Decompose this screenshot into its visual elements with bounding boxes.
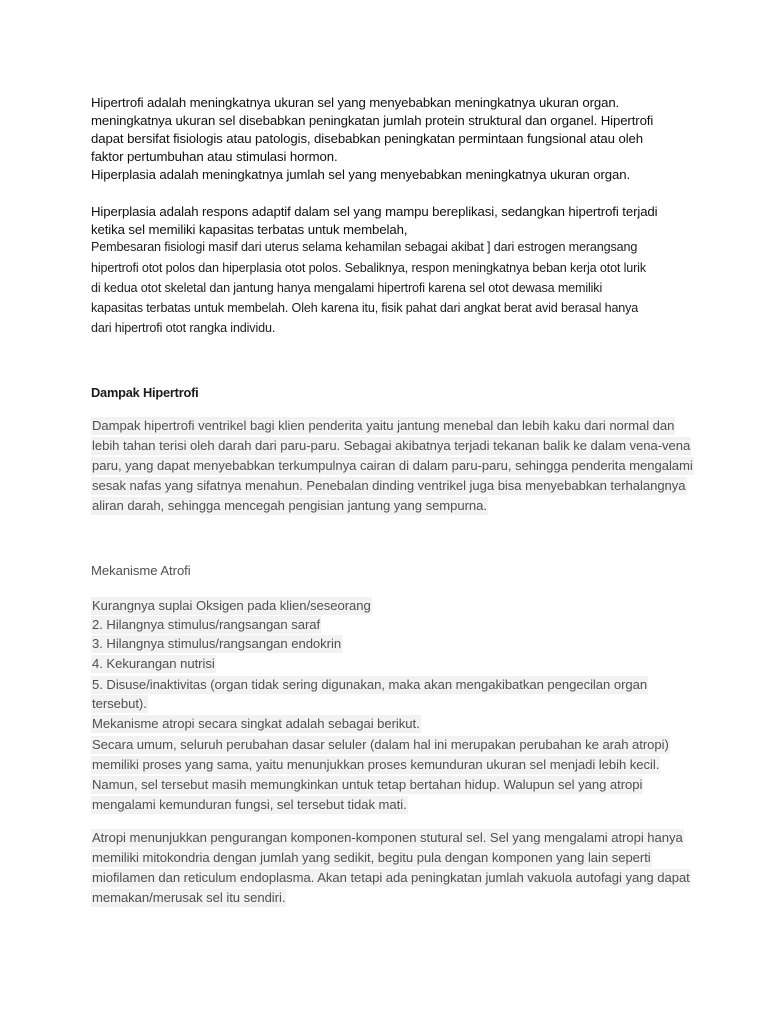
text-line: Hipertrofi adalah meningkatnya ukuran sel yang menyebabkan meningkatnya ukuran organ. bbox=[91, 95, 620, 110]
text-line: memakan/merusak sel itu sendiri. bbox=[92, 890, 286, 905]
text-line: faktor pertumbuhan atau stimulasi hormon. bbox=[91, 149, 338, 164]
text-line: miofilamen dan reticulum endoplasma. Akan tetapi ada peningkatan jumlah vakuola autofagi yang dapat bbox=[92, 870, 690, 885]
text-line: Pembesaran fisiologi masif dari uterus selama kehamilan sebagai akibat ] dari estrogen merangsang bbox=[91, 240, 638, 254]
section-heading: Dampak Hipertrofi bbox=[91, 385, 199, 400]
text-line: dapat bersifat fisiologis atau patologis, disebabkan peningkatan permintaan fungsional atau oleh bbox=[91, 131, 643, 146]
list-item: 3. Hilangnya stimulus/rangsangan endokrin bbox=[92, 636, 342, 651]
text-line: Namun, sel tersebut masih memungkinkan untuk tetap bertahan hidup. Walupun sel yang atropi bbox=[92, 777, 643, 792]
text-line: aliran darah, sehingga mencegah pengisian jantung yang sempurna. bbox=[92, 498, 487, 513]
text-line: ketika sel memiliki kapasitas terbatas untuk membelah, bbox=[91, 222, 408, 237]
text-line: Mekanisme atropi secara singkat adalah sebagai berikut. bbox=[92, 716, 420, 731]
text-line: lebih tahan terisi oleh darah dari paru-paru. Sebagai akibatnya terjadi tekanan balik ke dalam vena-vena bbox=[92, 438, 691, 453]
text-line: hipertrofi otot polos dan hiperplasia otot polos. Sebaliknya, respon meningkatnya beban kerja otot lurik bbox=[91, 261, 646, 275]
text-line: memiliki proses yang sama, yaitu menunjukkan proses kemunduran ukuran sel menjadi lebih kecil. bbox=[92, 757, 660, 772]
text-line: Dampak hipertrofi ventrikel bagi klien penderita yaitu jantung menebal dan lebih kaku dari normal dan bbox=[92, 418, 675, 433]
section-heading: Mekanisme Atrofi bbox=[91, 563, 191, 578]
text-line: meningkatnya ukuran sel disebabkan peningkatan jumlah protein struktural dan organel. Hipertrofi bbox=[91, 113, 654, 128]
list-item: 5. Disuse/inaktivitas (organ tidak sering digunakan, maka akan mengakibatkan pengecilan organ bbox=[92, 677, 648, 692]
text-line: mengalami kemunduran fungsi, sel tersebut tidak mati. bbox=[92, 797, 407, 812]
text-line: sesak nafas yang sifatnya menahun. Penebalan dinding ventrikel juga bisa menyebabkan terhalangnya bbox=[92, 478, 686, 493]
text-line: memiliki mitokondria dengan jumlah yang sedikit, begitu pula dengan komponen yang lain seperti bbox=[92, 850, 651, 865]
list-item: tersebut). bbox=[92, 696, 147, 711]
text-line: Hiperplasia adalah meningkatnya jumlah sel yang menyebabkan meningkatnya ukuran organ. bbox=[91, 167, 631, 182]
text-line: Atropi menunjukkan pengurangan komponen-komponen stutural sel. Sel yang mengalami atropi hanya bbox=[92, 830, 683, 845]
list-item: 2. Hilangnya stimulus/rangsangan saraf bbox=[92, 617, 321, 632]
text-line: dari hipertrofi otot rangka individu. bbox=[91, 321, 276, 335]
text-line: Secara umum, seluruh perubahan dasar seluler (dalam hal ini merupakan perubahan ke arah atropi) bbox=[92, 737, 669, 752]
text-line: paru, yang dapat menyebabkan terkumpulnya cairan di dalam paru-paru, sehingga penderita mengalami bbox=[92, 458, 693, 473]
text-line: di kedua otot skeletal dan jantung hanya mengalami hipertrofi karena sel otot dewasa memiliki bbox=[91, 281, 603, 295]
text-line: Hiperplasia adalah respons adaptif dalam sel yang mampu bereplikasi, sedangkan hipertrofi terjadi bbox=[91, 204, 658, 219]
list-item: 4. Kekurangan nutrisi bbox=[92, 656, 215, 671]
text-line: kapasitas terbatas untuk membelah. Oleh karena itu, fisik pahat dari angkat berat avid berasal hanya bbox=[91, 301, 639, 315]
list-item: Kurangnya suplai Oksigen pada klien/seseorang bbox=[92, 598, 371, 613]
